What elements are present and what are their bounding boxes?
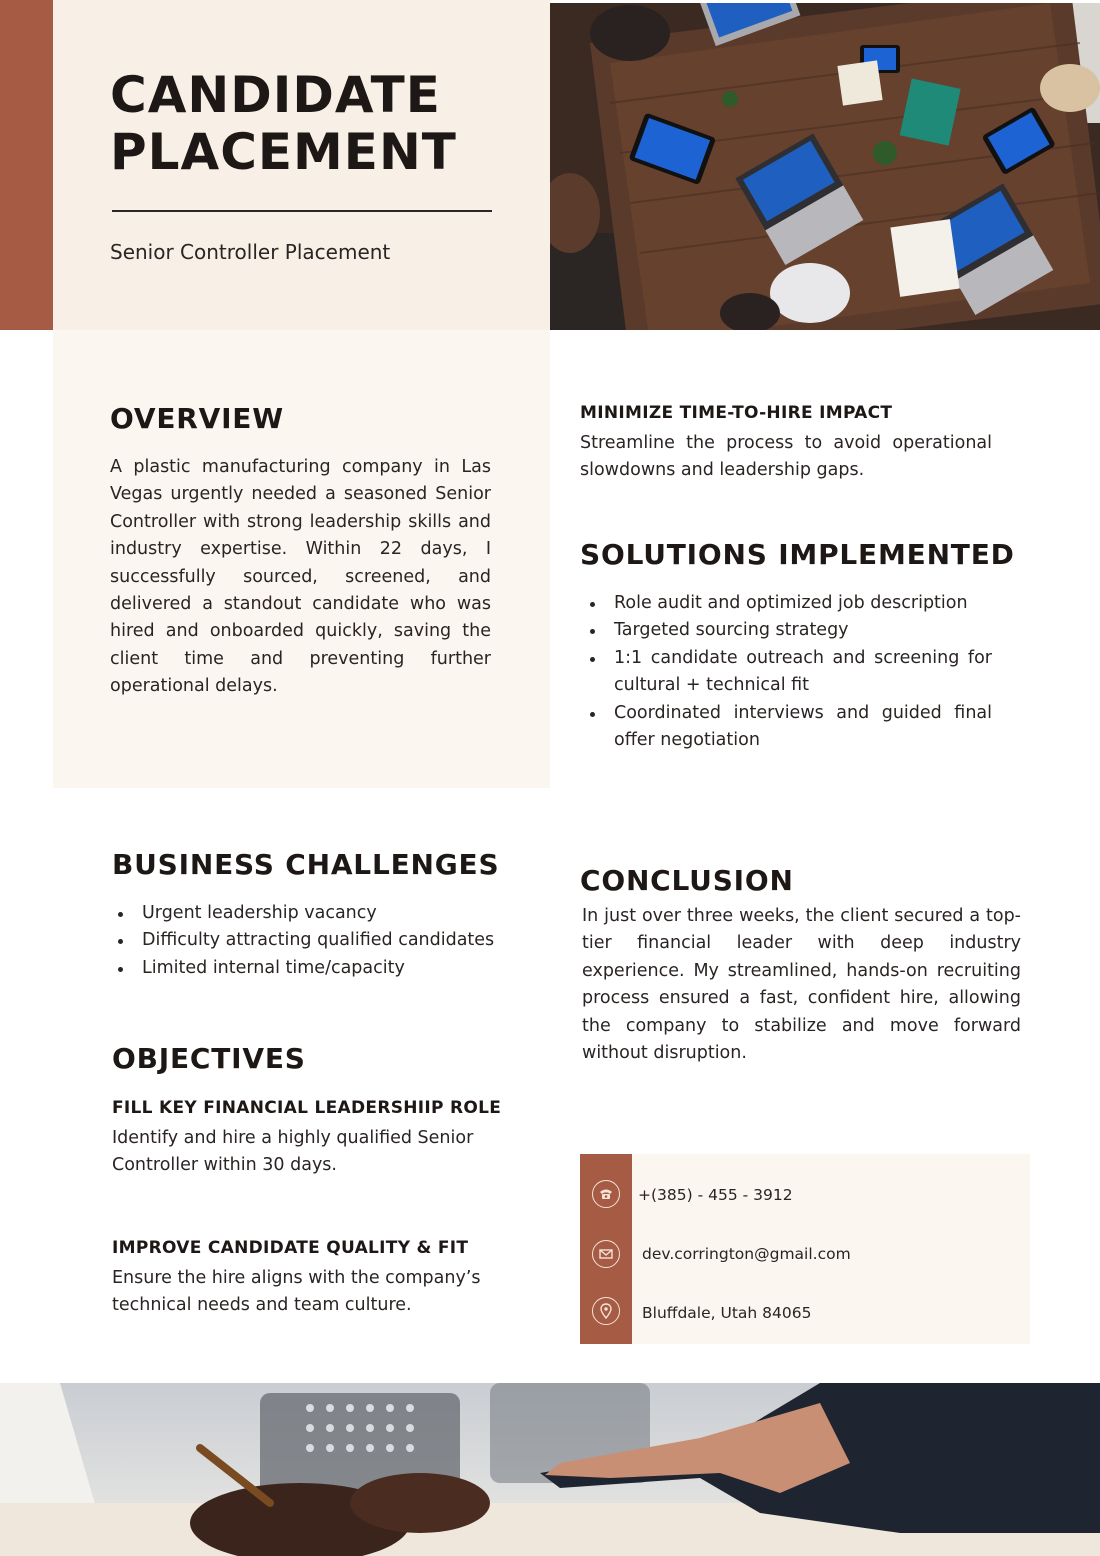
handshake-photo — [0, 1383, 1100, 1556]
challenges-list — [108, 900, 528, 982]
bullet-icon — [590, 602, 595, 607]
page-subtitle: Senior Controller Placement — [110, 240, 391, 264]
bullet-icon — [118, 967, 123, 972]
contact-phone[interactable]: +(385) - 455 - 3912 — [638, 1186, 793, 1204]
objective-2-text: Ensure the hire aligns with the company’s technical needs and team culture. — [112, 1268, 481, 1316]
list-item: Role audit and optimized job description — [580, 590, 992, 617]
contact-email[interactable]: dev.corrington@gmail.com — [642, 1245, 851, 1263]
solutions-list — [580, 590, 992, 754]
list-item: Targeted sourcing strategy — [580, 617, 992, 644]
bullet-icon — [590, 712, 595, 717]
mail-icon — [592, 1240, 620, 1268]
conclusion-text: In just over three weeks, the client secured a top-tier financial leader with deep industry experience. My streamlined, hands-on recruiting process ensured a fast, confident hire, allowing the company to stabilize and move forward without disruption. — [582, 906, 1021, 1064]
objective-1-title: FILL KEY FINANCIAL LEADERSHIIP ROLE — [112, 1098, 502, 1118]
bullet-icon — [118, 912, 123, 917]
list-item: Limited internal time/capacity — [108, 955, 528, 982]
phone-icon — [592, 1180, 620, 1208]
list-item: 1:1 candidate outreach and screening for cultural + technical fit — [580, 645, 992, 700]
conclusion-heading: CONCLUSION — [580, 864, 794, 897]
page-title-line-1: CANDIDATE — [110, 66, 441, 124]
list-item: Urgent leadership vacancy — [108, 900, 528, 927]
objective-1-text: Identify and hire a highly qualified Senior Controller within 30 days. — [112, 1128, 474, 1176]
overview-heading: OVERVIEW — [110, 402, 284, 435]
contact-address: Bluffdale, Utah 84065 — [642, 1304, 812, 1322]
page-title-line-2: PLACEMENT — [110, 123, 457, 181]
objectives-heading: OBJECTIVES — [112, 1042, 306, 1075]
list-item: Difficulty attracting qualified candidates — [108, 927, 528, 954]
bullet-icon — [590, 629, 595, 634]
meeting-photo — [550, 3, 1100, 330]
bullet-icon — [590, 657, 595, 662]
list-item: Coordinated interviews and guided final offer negotiation — [580, 700, 992, 755]
objective-2-title: IMPROVE CANDIDATE QUALITY & FIT — [112, 1238, 469, 1258]
challenges-heading: BUSINESS CHALLENGES — [112, 848, 500, 881]
accent-bar — [0, 0, 53, 330]
bullet-icon — [118, 939, 123, 944]
minimize-text: Streamline the process to avoid operational slowdowns and leadership gaps. — [580, 433, 992, 481]
location-pin-icon — [592, 1297, 620, 1325]
title-divider — [112, 210, 492, 212]
overview-text: A plastic manufacturing company in Las Vegas urgently needed a seasoned Senior Controller with strong leadership skills and industry expertise. Within 22 days, I successfully sourced, screened, and delivered a standout candidate who was hired and onboarded quickly, saving the client time and preventing further operational delays. — [110, 457, 491, 697]
minimize-heading: MINIMIZE TIME-TO-HIRE IMPACT — [580, 403, 893, 423]
solutions-heading: SOLUTIONS IMPLEMENTED — [580, 538, 1015, 571]
